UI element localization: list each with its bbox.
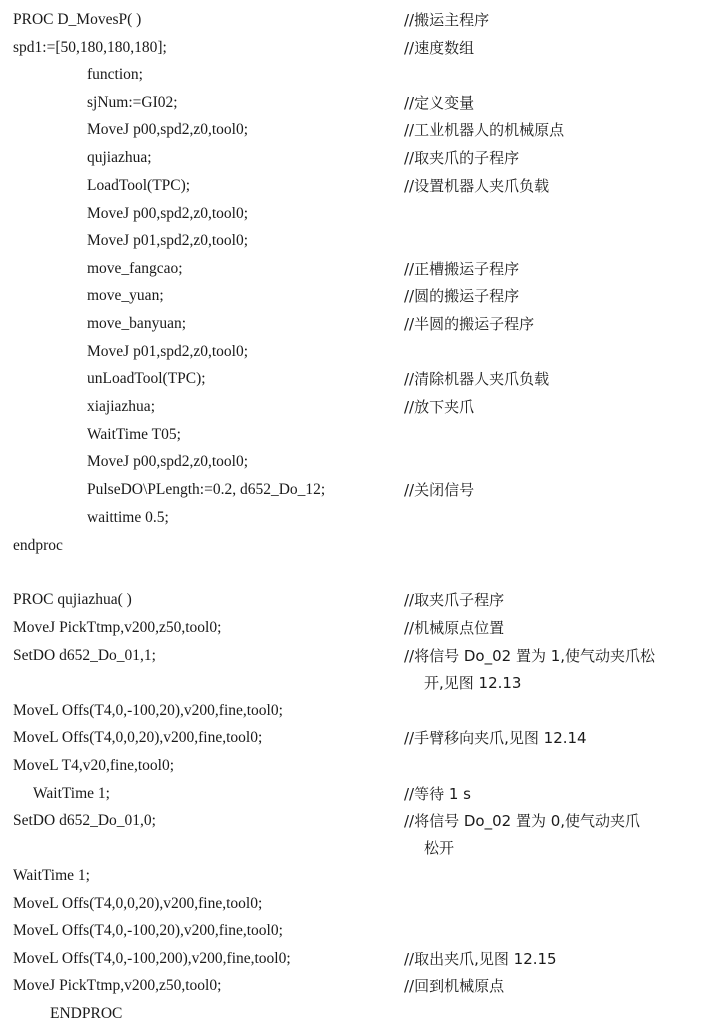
- code-comment: //将信号 Do_02 置为 0,使气动夹爪: [404, 812, 641, 830]
- code-text: MoveJ p00,spd2,z0,tool0;: [87, 121, 249, 138]
- code-line: [0, 424, 716, 451]
- code-text: PulseDO\PLength:=0.2, d652_Do_12;: [87, 481, 326, 498]
- code-line: [0, 396, 716, 423]
- code-comment: //放下夹爪: [404, 398, 475, 416]
- code-comment: //速度数组: [404, 39, 475, 57]
- code-line: [0, 645, 716, 672]
- code-text: WaitTime 1;: [13, 867, 90, 884]
- code-line: [0, 37, 716, 64]
- code-comment: //清除机器人夹爪负载: [404, 370, 550, 388]
- code-line: [0, 920, 716, 947]
- code-comment: //手臂移向夹爪,见图 12.14: [404, 729, 587, 747]
- code-text: MoveL Offs(T4,0,-100,20),v200,fine,tool0;: [13, 922, 283, 939]
- code-line: [0, 92, 716, 119]
- code-text: ENDPROC: [50, 1005, 123, 1022]
- code-text: sjNum:=GI02;: [87, 94, 178, 111]
- code-comment: //等待 1 s: [404, 785, 472, 803]
- code-line: [0, 9, 716, 36]
- code-line: [0, 119, 716, 146]
- code-text: PROC D_MovesP( ): [13, 11, 142, 28]
- code-text: WaitTime 1;: [33, 785, 110, 802]
- code-text: unLoadTool(TPC);: [87, 370, 206, 387]
- code-comment: //关闭信号: [404, 481, 475, 499]
- code-text: waittime 0.5;: [87, 509, 169, 526]
- code-text: MoveL Offs(T4,0,0,20),v200,fine,tool0;: [13, 895, 263, 912]
- code-text: endproc: [13, 537, 63, 554]
- code-line: [0, 203, 716, 230]
- code-comment: //设置机器人夹爪负载: [404, 177, 550, 195]
- code-comment: //将信号 Do_02 置为 1,使气动夹爪松: [404, 647, 656, 665]
- code-text: xiajiazhua;: [87, 398, 155, 415]
- code-text: MoveJ p01,spd2,z0,tool0;: [87, 343, 249, 360]
- code-text: function;: [87, 66, 143, 83]
- code-line: [0, 507, 716, 534]
- code-comment: //取夹爪的子程序: [404, 149, 520, 167]
- code-comment: //工业机器人的机械原点: [404, 121, 565, 139]
- code-line: [0, 893, 716, 920]
- code-line: [0, 368, 716, 395]
- code-line: [0, 810, 716, 837]
- code-line: [0, 313, 716, 340]
- code-line: [0, 783, 716, 810]
- code-text: move_fangcao;: [87, 260, 183, 277]
- code-line: [0, 700, 716, 727]
- code-comment: //搬运主程序: [404, 11, 490, 29]
- code-line: [0, 285, 716, 312]
- code-text: move_yuan;: [87, 287, 164, 304]
- code-line: [0, 341, 716, 368]
- code-line: [0, 617, 716, 644]
- code-line: [0, 451, 716, 478]
- code-line: [0, 837, 716, 864]
- code-comment-continued: 开,见图 12.13: [424, 674, 522, 692]
- code-text: MoveJ p00,spd2,z0,tool0;: [87, 453, 249, 470]
- code-text: WaitTime T05;: [87, 426, 181, 443]
- code-line: [0, 727, 716, 754]
- code-text: SetDO d652_Do_01,0;: [13, 812, 156, 829]
- code-line: [0, 175, 716, 202]
- code-line: [0, 948, 716, 975]
- code-comment: //正槽搬运子程序: [404, 260, 520, 278]
- code-line: [0, 479, 716, 506]
- code-line: [0, 230, 716, 257]
- code-line: [0, 535, 716, 562]
- code-text: PROC qujiazhua( ): [13, 591, 132, 608]
- code-comment: //回到机械原点: [404, 977, 505, 995]
- code-text: move_banyuan;: [87, 315, 187, 332]
- code-comment: //半圆的搬运子程序: [404, 315, 535, 333]
- code-comment-continued: 松开: [424, 839, 455, 857]
- code-text: MoveL T4,v20,fine,tool0;: [13, 757, 175, 774]
- code-comment: //机械原点位置: [404, 619, 505, 637]
- code-line: [0, 755, 716, 782]
- code-line: [0, 865, 716, 892]
- code-line: [0, 64, 716, 91]
- code-text: MoveJ p01,spd2,z0,tool0;: [87, 232, 249, 249]
- code-text: SetDO d652_Do_01,1;: [13, 647, 156, 664]
- code-comment: //圆的搬运子程序: [404, 287, 520, 305]
- code-line: [0, 975, 716, 1002]
- code-text: LoadTool(TPC);: [87, 177, 191, 194]
- code-text: MoveJ PickTtmp,v200,z50,tool0;: [13, 619, 222, 636]
- code-comment: //取出夹爪,见图 12.15: [404, 950, 557, 968]
- code-text: spd1:=[50,180,180,180];: [13, 39, 167, 56]
- code-line: [0, 672, 716, 699]
- code-text: MoveJ p00,spd2,z0,tool0;: [87, 205, 249, 222]
- code-text: MoveL Offs(T4,0,-100,20),v200,fine,tool0;: [13, 702, 283, 719]
- code-line: [0, 1003, 716, 1030]
- code-text: qujiazhua;: [87, 149, 152, 166]
- code-text: MoveJ PickTtmp,v200,z50,tool0;: [13, 977, 222, 994]
- code-line: [0, 147, 716, 174]
- code-line: [0, 258, 716, 285]
- code-text: MoveL Offs(T4,0,0,20),v200,fine,tool0;: [13, 729, 263, 746]
- code-comment: //定义变量: [404, 94, 475, 112]
- code-comment: //取夹爪子程序: [404, 591, 505, 609]
- code-text: MoveL Offs(T4,0,-100,200),v200,fine,tool0;: [13, 950, 291, 967]
- code-line: [0, 589, 716, 616]
